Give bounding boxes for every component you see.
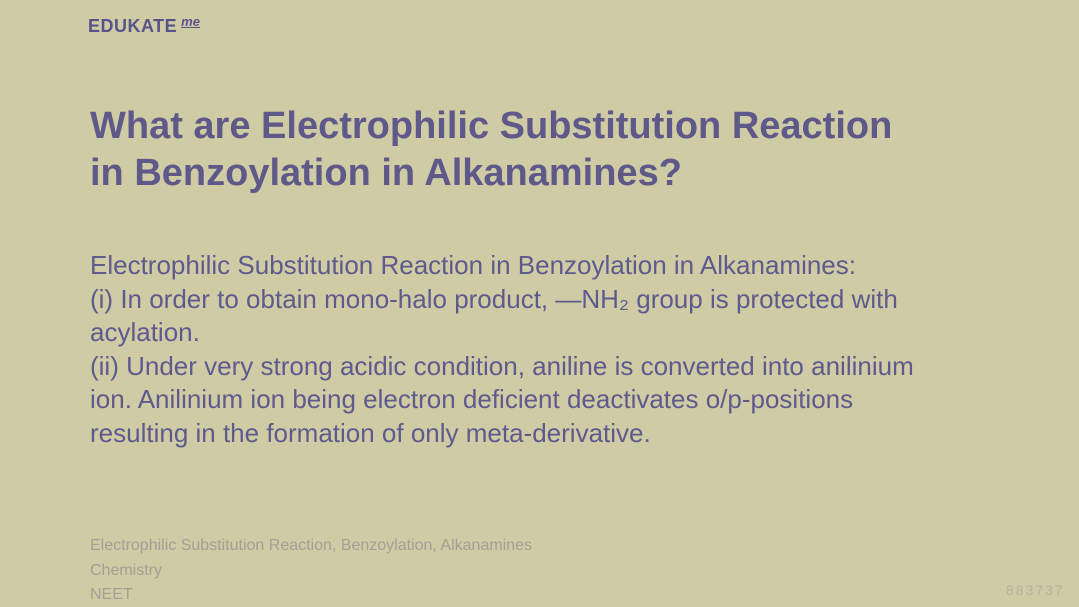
footer-exam: NEET [90,586,133,603]
answer-line-2: (i) In order to obtain mono-halo product, —NH₂ group is protected with [90,283,898,314]
slide-footer [90,534,532,607]
answer-line-6: resulting in the formation of only meta-derivative. [90,417,651,448]
question-title-line-2: in Benzoylation in Alkanamines? [90,152,682,194]
footer-subject: Chemistry [90,561,163,579]
answer-line-1: Electrophilic Substitution Reaction in Benzoylation in Alkanamines: [90,250,856,280]
question-title-line-1: What are Electrophilic Substitution Reaction [90,105,893,147]
watermark-id: 883737 [1006,582,1065,598]
answer-text [90,249,914,450]
brand-name: EDUKATE [88,16,178,36]
brand-logo [88,14,200,37]
answer-line-4: (ii) Under very strong acidic condition, aniline is converted into anilinium [90,350,914,381]
brand-suffix: me [181,14,200,29]
question-title [90,103,892,197]
footer-tags: Electrophilic Substitution Reaction, Benzoylation, Alkanamines [90,537,533,554]
answer-line-3: acylation. [90,317,200,347]
answer-line-5: ion. Anilinium ion being electron deficient deactivates o/p-positions [90,384,854,414]
